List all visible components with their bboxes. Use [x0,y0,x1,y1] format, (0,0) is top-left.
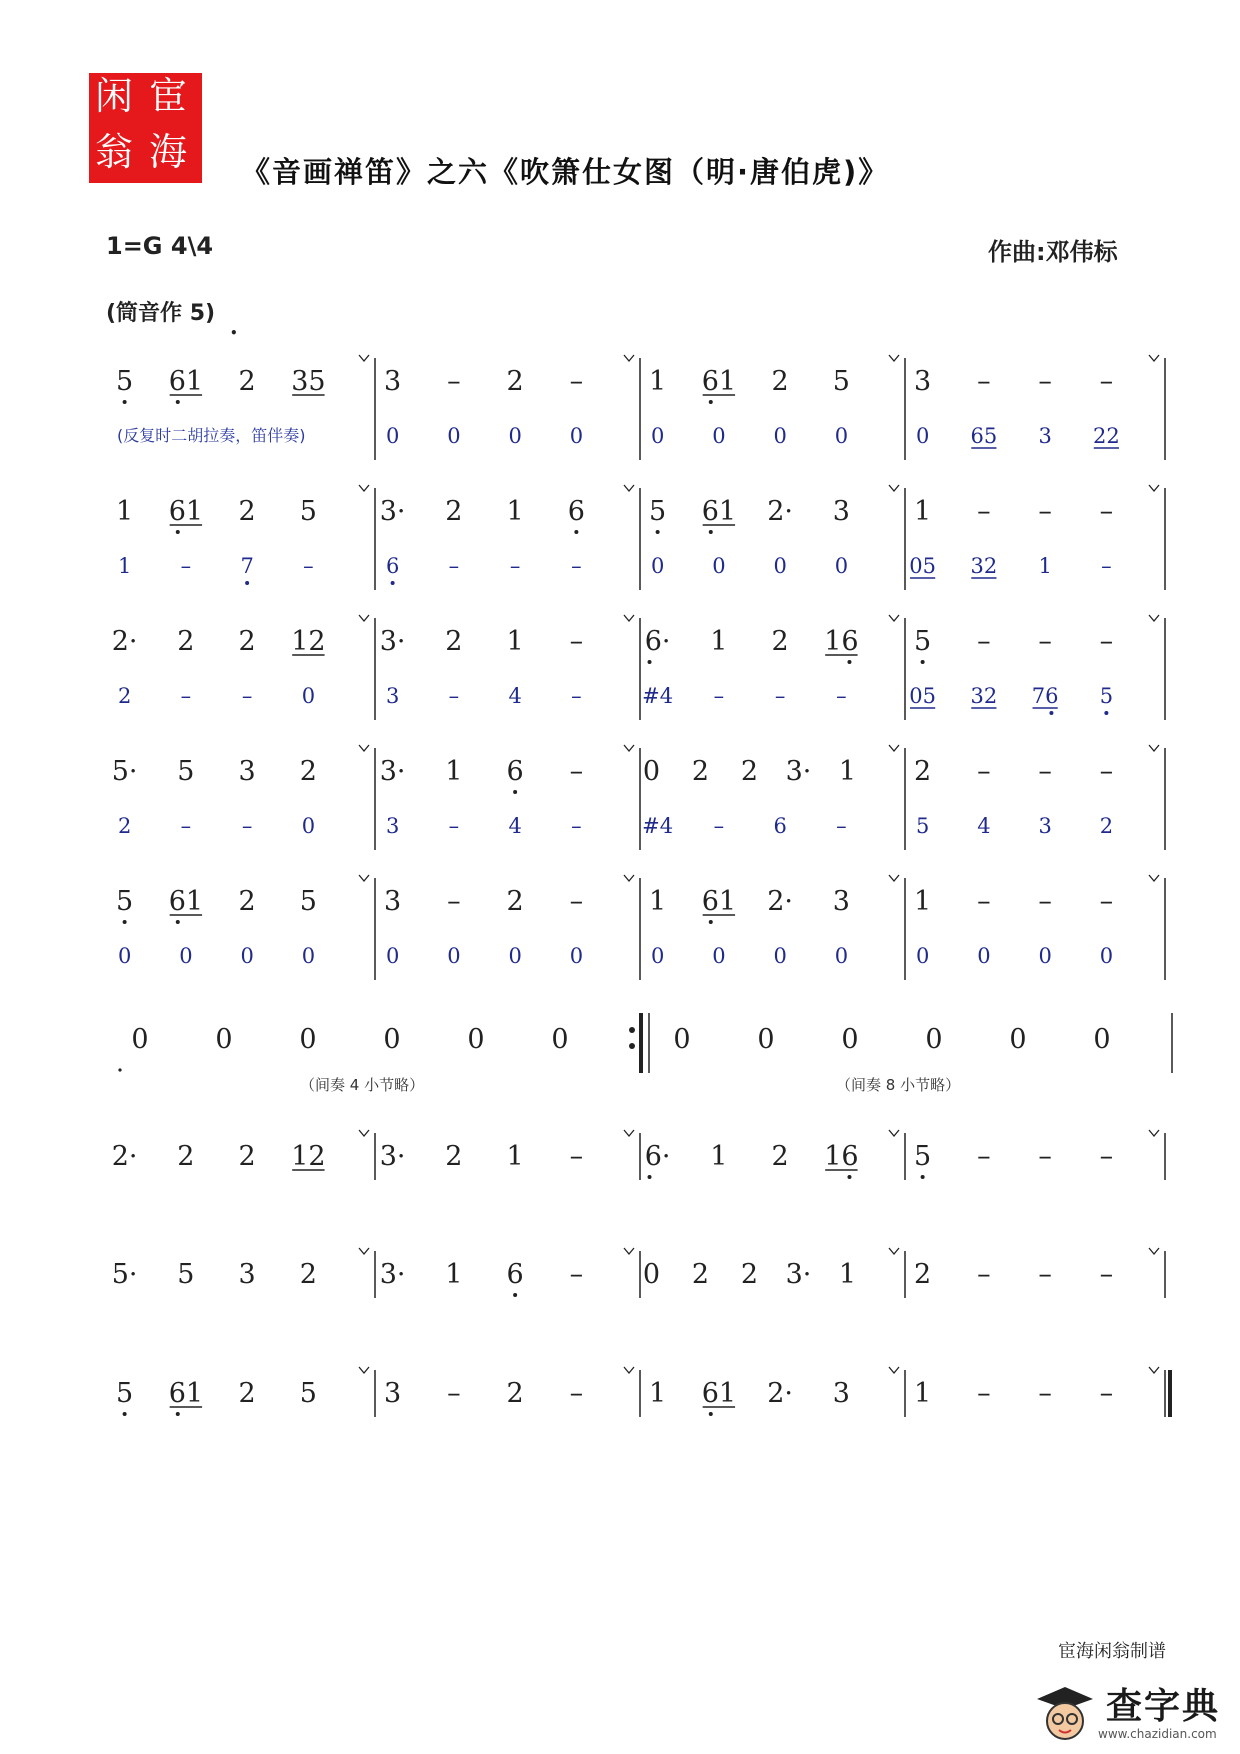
melody-note: 61 [701,366,737,397]
accomp-note: 0 [834,424,849,448]
breath-mark [1149,1367,1159,1373]
melody-note: 3 [384,366,402,397]
melody-note: – [1099,886,1114,917]
melody-note: – [1038,496,1052,527]
breath-mark [624,1248,634,1254]
accomp-note: 3 [1038,814,1052,838]
melody-note: 2 [445,1141,463,1172]
melody-note: – [1099,1259,1114,1290]
breath-mark [624,485,634,491]
melody-note: – [569,756,584,787]
lower-octave-dot [176,1412,180,1416]
accomp-note: 0 [385,424,400,448]
melody-note: 3· [379,626,406,657]
melody-note: 3· [379,496,406,527]
breath-mark [1149,1130,1159,1136]
melody-note: 2 [238,1378,256,1409]
melody-note: 16 [824,626,859,657]
melody-note: – [1038,1141,1052,1172]
breath-mark [624,1130,634,1136]
melody-note: 5 [299,886,317,917]
accomp-note: – [836,684,847,708]
melody-note: 2 [299,756,317,787]
lower-octave-dot [513,790,517,794]
melody-note: 61 [701,496,737,527]
rest-note: 0 [215,1024,233,1055]
melody-note: – [569,366,584,397]
lower-octave-dot [648,660,652,664]
melody-note: 1 [649,366,667,397]
melody-note: – [977,886,991,917]
tuning-dot: • [230,326,238,340]
melody-note: 2 [740,756,759,787]
accomp-note: 4 [508,684,522,708]
accomp-note: 5 [915,814,930,838]
accomp-note: – [448,554,460,578]
lower-octave-dot [123,920,127,924]
breath-mark [359,1130,369,1136]
accomp-note: 0 [240,944,254,968]
melody-note: 61 [701,1378,737,1409]
breath-mark [1149,355,1159,361]
accomp-note: 22 [1093,424,1120,448]
melody-note: 1 [445,1259,463,1290]
accomp-note: 0 [773,554,787,578]
rest-note: 0 [925,1024,943,1055]
score-maker: 宦海闲翁制谱 [1058,1641,1166,1662]
accomp-note: 4 [977,814,991,838]
lower-octave-dot [656,530,660,534]
melody-note: 6 [567,496,585,527]
breath-mark [1149,485,1159,491]
melody-note: 1 [914,496,932,527]
breath-mark [359,1248,369,1254]
melody-note: – [1099,626,1114,657]
melody-note: 12 [291,626,326,657]
accomp-note: 0 [1099,944,1114,968]
rest-note: 0 [841,1024,859,1055]
accomp-note: 0 [117,944,132,968]
lower-octave-dot [847,1175,851,1179]
lower-octave-dot [118,1068,121,1071]
accomp-note: – [509,554,521,578]
melody-note: 2· [767,886,794,917]
melody-note: 2 [506,886,524,917]
melody-note: 5 [299,496,317,527]
accomp-note: – [836,814,847,838]
melody-note: 5· [111,756,138,787]
melody-note: 1 [838,756,857,787]
melody-note: 0 [642,756,661,787]
seal-char: 宦 [149,74,188,118]
melody-note: 5 [914,626,932,657]
accomp-note: 3 [1038,424,1052,448]
accomp-note: 4 [508,814,522,838]
accomp-note: 0 [385,944,400,968]
accomp-note: 5 [1099,684,1114,708]
accomp-note: 2 [117,814,132,838]
accomp-note: – [774,684,786,708]
accomp-note: 0 [1038,944,1052,968]
accomp-note: 0 [915,944,930,968]
accomp-note: 0 [712,424,726,448]
accomp-note: 2 [117,684,132,708]
accomp-note: 6 [385,554,400,578]
lower-octave-dot [648,1175,652,1179]
accomp-note: 0 [773,944,787,968]
melody-note: 3 [832,1378,850,1409]
accomp-note: – [180,554,192,578]
melody-note: – [977,1259,991,1290]
melody-note: 3 [238,1259,256,1290]
melody-note: 5· [111,1259,138,1290]
rest-note: 0 [1009,1024,1027,1055]
rest-note: 0 [551,1024,569,1055]
accomp-note: 05 [909,684,936,708]
melody-note: 2 [445,496,463,527]
lower-octave-dot [391,581,395,585]
melody-note: – [1038,626,1052,657]
melody-note: – [1038,1378,1052,1409]
melody-note: 2 [771,366,789,397]
melody-note: – [1038,886,1052,917]
accomp-note: 0 [569,944,584,968]
melody-note: 61 [168,886,204,917]
breath-mark [1149,875,1159,881]
accomp-note: – [448,814,460,838]
lower-octave-dot [123,1412,127,1416]
melody-note: 5 [832,366,850,397]
melody-note: 5 [299,1378,317,1409]
melody-note: – [447,366,461,397]
seal-char: 闲 [95,74,134,118]
melody-note: 5 [177,1259,195,1290]
accomp-note: – [1101,554,1112,578]
melody-note: 5 [914,1141,932,1172]
breath-mark [359,875,369,881]
accomp-note: 7 [240,554,254,578]
breath-mark [359,485,369,491]
melody-note: 1 [445,756,463,787]
melody-note: – [1038,1259,1052,1290]
accomp-note: – [241,684,253,708]
melody-note: 3 [384,886,402,917]
melody-note: – [977,756,991,787]
page-title: 《音画禅笛》之六《吹箫仕女图（明·唐伯虎)》 [241,155,890,189]
melody-note: 2 [238,1141,256,1172]
melody-note: 5 [116,1378,134,1409]
repeat-dot [629,1043,635,1049]
breath-mark [359,355,369,361]
accomp-note: 1 [117,554,132,578]
accomp-note: 0 [301,944,316,968]
melody-note: 1 [710,626,728,657]
melody-note: – [447,1378,461,1409]
melody-note: 6 [506,1259,524,1290]
breath-mark [1149,745,1159,751]
melody-note: 2 [506,366,524,397]
melody-note: 1 [506,626,524,657]
melody-note: 5 [116,366,134,397]
lower-octave-dot [709,530,713,534]
accomp-note: #4 [642,684,674,708]
lower-octave-dot [245,581,249,585]
melody-note: – [1099,366,1114,397]
melody-note: 3 [384,1378,402,1409]
accomp-note: – [571,684,582,708]
accomp-note: 0 [834,944,849,968]
melody-note: – [447,886,461,917]
breath-mark [359,615,369,621]
melody-note: 1 [710,1141,728,1172]
accomp-note: – [241,814,253,838]
lower-octave-dot [921,660,925,664]
breath-mark [889,745,899,751]
melody-note: 2 [771,626,789,657]
accomp-note: – [571,814,582,838]
lower-octave-dot [176,530,180,534]
composer: 作曲:邓伟标 [988,238,1118,266]
accomp-note: 0 [977,944,991,968]
melody-note: – [1099,496,1114,527]
accomp-note: 2 [1099,814,1114,838]
accomp-note: 0 [650,554,665,578]
breath-mark [359,1367,369,1373]
accomp-note: 0 [915,424,930,448]
melody-note: 0 [642,1259,661,1290]
accompaniment-note-text: (反复时二胡拉奏，笛伴奏) [117,426,306,445]
lower-octave-dot [123,400,127,404]
melody-note: 2 [914,756,932,787]
accomp-note: 3 [385,814,400,838]
lower-octave-dot [709,920,713,924]
melody-note: 2 [740,1259,759,1290]
accomp-note: – [180,684,192,708]
accomp-note: 0 [447,944,461,968]
accomp-note: 0 [773,424,787,448]
logo-url: www.chazidian.com [1098,1727,1217,1741]
rest-note: 0 [1093,1024,1111,1055]
accomp-note: 0 [650,424,665,448]
accomp-note: 32 [970,684,998,708]
accomp-note: 0 [650,944,665,968]
melody-note: 61 [168,366,204,397]
accomp-note: – [303,554,314,578]
accomp-note: – [448,684,460,708]
accomp-note: – [713,814,725,838]
melody-note: 1 [914,886,932,917]
accomp-note: 65 [970,424,998,448]
melody-note: – [977,1378,991,1409]
melody-note: 2 [177,1141,195,1172]
accomp-note: 32 [970,554,998,578]
seal-char: 海 [149,130,188,174]
accomp-note: 0 [569,424,584,448]
melody-note: 3· [785,1259,812,1290]
melody-note: – [569,1141,584,1172]
rest-note: 0 [131,1024,149,1055]
melody-note: 3· [379,1141,406,1172]
lower-octave-dot [709,400,713,404]
melody-note: 2· [111,626,138,657]
accomp-note: 3 [385,684,400,708]
melody-note: – [977,496,991,527]
melody-note: 6 [506,756,524,787]
lower-octave-dot [1104,711,1108,715]
melody-note: 2· [767,1378,794,1409]
accomp-note: 76 [1031,684,1059,708]
melody-note: 2 [771,1141,789,1172]
melody-note: 3· [785,756,812,787]
breath-mark [889,355,899,361]
breath-mark [1149,615,1159,621]
accomp-note: 0 [508,944,522,968]
melody-note: – [1038,756,1052,787]
melody-note: 3· [379,1259,406,1290]
rest-note: 0 [383,1024,401,1055]
breath-mark [889,485,899,491]
repeat-dot [629,1027,635,1033]
rest-note: 0 [673,1024,691,1055]
melody-note: 61 [701,886,737,917]
melody-note: – [569,886,584,917]
breath-mark [624,615,634,621]
breath-mark [889,615,899,621]
melody-note: 2 [445,626,463,657]
accomp-note: 0 [179,944,193,968]
melody-note: 6· [644,1141,671,1172]
melody-note: 16 [824,1141,859,1172]
rest-note: 0 [757,1024,775,1055]
mascot-icon [1033,1683,1097,1747]
melody-note: 1 [649,1378,667,1409]
breath-mark [624,745,634,751]
melody-note: 1 [506,496,524,527]
melody-note: – [569,626,584,657]
melody-note: 2 [177,626,195,657]
melody-note: 5 [116,886,134,917]
breath-mark [889,1248,899,1254]
accomp-note: 0 [447,424,461,448]
accomp-note: 6 [773,814,787,838]
melody-note: – [1099,756,1114,787]
melody-note: 3 [832,496,850,527]
melody-note: 2· [767,496,794,527]
rest-note: 0 [467,1024,485,1055]
lower-octave-dot [1049,711,1053,715]
breath-mark [624,875,634,881]
breath-mark [889,875,899,881]
accomp-note: – [180,814,192,838]
seal-char: 翁 [95,130,134,174]
breath-mark [889,1130,899,1136]
breath-mark [889,1367,899,1373]
lower-octave-dot [513,1293,517,1297]
melody-note: 1 [116,496,134,527]
tuning-text: (筒音作 5) [106,301,216,326]
breath-mark [359,745,369,751]
interlude-note: （间奏 4 小节略） [300,1076,425,1094]
melody-note: 2 [238,366,256,397]
melody-note: 2 [691,756,710,787]
lower-octave-dot [176,920,180,924]
lower-octave-dot [709,1412,713,1416]
key-signature: 1=G 4\4 [106,232,214,260]
melody-note: 1 [649,886,667,917]
breath-mark [1149,1248,1159,1254]
interlude-note: （间奏 8 小节略） [836,1076,961,1094]
melody-note: 1 [914,1378,932,1409]
accomp-note: 1 [1038,554,1052,578]
melody-note: – [1099,1378,1114,1409]
melody-note: – [977,366,991,397]
melody-note: – [569,1259,584,1290]
melody-note: 3 [832,886,850,917]
lower-octave-dot [921,1175,925,1179]
melody-note: 61 [168,496,204,527]
melody-note: 5 [177,756,195,787]
accomp-note: 05 [909,554,936,578]
melody-note: – [1038,366,1052,397]
melody-note: – [977,626,991,657]
melody-note: 5 [649,496,667,527]
melody-note: 2· [111,1141,138,1172]
melody-note: 3 [238,756,256,787]
breath-mark [624,355,634,361]
melody-note: – [569,1378,584,1409]
accomp-note: 0 [508,424,522,448]
melody-note: – [1099,1141,1114,1172]
accomp-note: – [571,554,582,578]
lower-octave-dot [574,530,578,534]
melody-note: 12 [291,1141,326,1172]
melody-note: 2 [238,626,256,657]
melody-note: 3 [914,366,932,397]
melody-note: 3· [379,756,406,787]
accomp-note: – [713,684,725,708]
melody-note: 2 [914,1259,932,1290]
lower-octave-dot [847,660,851,664]
melody-note: 6· [644,626,671,657]
lower-octave-dot [176,400,180,404]
melody-note: 35 [291,366,326,397]
accomp-note: 0 [712,944,726,968]
melody-note: 2 [238,886,256,917]
rest-note: 0 [299,1024,317,1055]
melody-note: 2 [238,496,256,527]
accomp-note: 0 [834,554,849,578]
logo-text: 查字典 [1106,1686,1221,1727]
melody-note: 2 [691,1259,710,1290]
melody-note: 1 [838,1259,857,1290]
melody-note: 2 [299,1259,317,1290]
melody-note: – [977,1141,991,1172]
breath-mark [624,1367,634,1373]
accomp-note: 0 [301,814,316,838]
accomp-note: #4 [642,814,674,838]
accomp-note: 0 [712,554,726,578]
melody-note: 2 [506,1378,524,1409]
melody-note: 1 [506,1141,524,1172]
melody-note: 61 [168,1378,204,1409]
accomp-note: 0 [301,684,316,708]
